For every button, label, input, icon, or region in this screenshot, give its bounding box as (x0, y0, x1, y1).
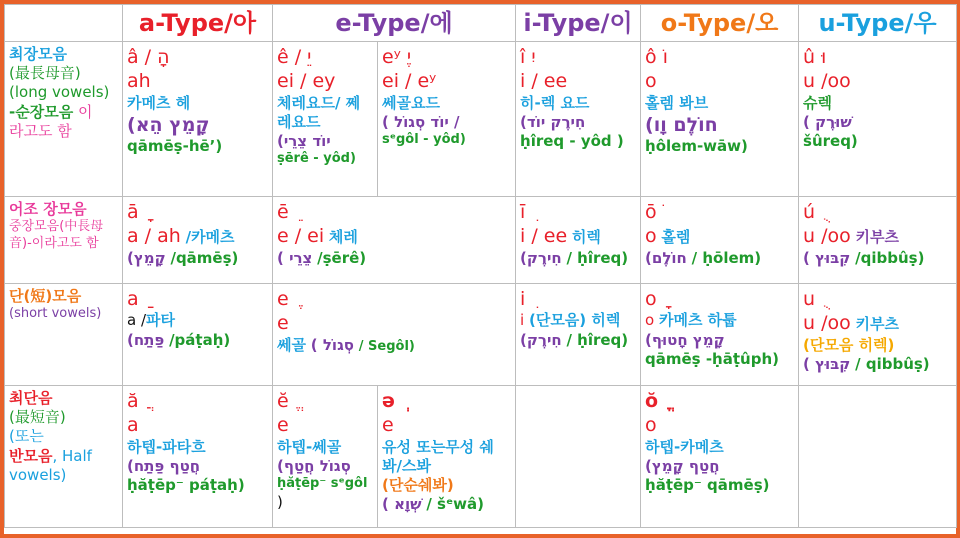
vowel-sound: i (520, 311, 525, 330)
korean-name: 쎄골 (277, 335, 306, 354)
vowel-sound: ei / eʸ (382, 70, 437, 93)
vowel-sound: i / ee (520, 70, 568, 93)
label-long-6: 라고도 함 (9, 121, 72, 140)
transliteration: /ṣērê) (317, 248, 367, 267)
transliteration: ṣērê - yôd) (277, 151, 356, 167)
label-long-vowels (5, 42, 123, 197)
label-mid-vowels (5, 197, 123, 284)
hebrew-name: ( קִבּוּץ (803, 354, 851, 373)
cell-mid-a (123, 197, 273, 284)
label-long-1: 최장모음 (9, 45, 67, 63)
vowel-symbol: ŏ ֳ (645, 390, 665, 412)
row-reduced-vowels (5, 386, 957, 528)
vowel-sound: u /oo (803, 225, 851, 248)
row-mid-vowels (5, 197, 957, 284)
vowel-sound: a (127, 414, 139, 437)
transliteration: ḥăṭēp⁻ páṭaḥ) (127, 476, 245, 494)
vowel-symbol: ú ֻ (803, 201, 822, 223)
cell-short-u (799, 284, 957, 386)
cell-long-o (641, 42, 799, 197)
transliteration: qāmēṣ-hē’) (127, 137, 223, 156)
korean-name: 슈렉 (803, 93, 832, 112)
hebrew-name: (קָמֵץ (127, 248, 166, 267)
hebrew-name: (חִירֶק (520, 330, 562, 349)
label-reduced-2: (最短音) (9, 408, 66, 427)
vowel-sound: ah (127, 70, 151, 93)
korean-name: 쎄골요드 (382, 93, 440, 112)
vowel-sound: i / ee (520, 225, 568, 248)
hebrew-name: (קָמֵץ חָטוּף (645, 330, 725, 349)
label-reduced-3: (또는 (9, 427, 44, 446)
korean-name: 키부츠 (855, 228, 900, 247)
vowel-sound: e (382, 414, 394, 437)
cell-long-u (799, 42, 957, 197)
korean-name: 유성 또는무성 쉐봐/스봐 (382, 437, 494, 475)
cell-long-e1 (273, 42, 378, 197)
hebrew-name: ( שׁוּרֶק (803, 112, 852, 131)
vowel-sound: o (645, 70, 657, 93)
hebrew-name: (חוֹלֶם (645, 248, 687, 267)
label-long-3: (long vowels) (9, 83, 110, 102)
korean-note: (단모음 히렉) (803, 335, 895, 354)
vowel-sound: a / (127, 311, 147, 330)
label-mid-2: 중장모음(中長母音)-이라고도 함 (9, 219, 104, 251)
cell-mid-u (799, 197, 957, 284)
cell-reduced-i-empty (516, 386, 641, 528)
vowel-symbol: u ֻ (803, 288, 822, 310)
korean-name: 체레 (328, 228, 358, 247)
vowel-sound: o (645, 311, 655, 330)
hebrew-name: (סְגוֹל חֲטַף (277, 456, 351, 475)
hebrew-name: (חֲטַף פַּתַח (127, 456, 201, 475)
cell-long-e2 (378, 42, 516, 197)
korean-name: 하텝-파타흐 (127, 437, 206, 456)
corner-cell (5, 5, 123, 42)
transliteration: / šᵉwâ) (426, 495, 484, 514)
korean-name: 하텝-카메츠 (645, 437, 724, 456)
label-long-4: -순장모음 (9, 102, 74, 121)
hebrew-vowel-table (4, 4, 957, 528)
cell-reduced-e1 (273, 386, 378, 528)
vowel-symbol: ê / יֵ (277, 46, 312, 68)
korean-name: 홀렘 봐브 (645, 93, 709, 112)
label-long-2: (最長母音) (9, 64, 81, 83)
vowel-sound: e (277, 414, 289, 437)
vowel-sound: a / ah (127, 225, 181, 248)
vowel-symbol: a ַ (127, 288, 145, 310)
transliteration: šûreq) (803, 132, 858, 150)
cell-reduced-u-empty (799, 386, 957, 528)
header-row (5, 5, 957, 42)
row-short-vowels (5, 284, 957, 386)
vowel-symbol: î יִ (520, 46, 536, 68)
korean-name: 히-렉 요드 (520, 93, 590, 112)
hebrew-name: ( קִבּוּץ (803, 248, 851, 267)
vowel-symbol: â / הָ (127, 46, 170, 68)
vowel-symbol: ə ְ (382, 390, 402, 412)
label-long-5: 이 (73, 102, 93, 121)
transliteration: / ḥōlem) (691, 248, 762, 267)
korean-name: 카메츠 헤 (127, 93, 191, 112)
hebrew-name: (קָמֵץ הֵא (127, 113, 210, 136)
cell-short-o (641, 284, 799, 386)
cell-mid-e (273, 197, 516, 284)
hebrew-name: (חֲטַף קָמֵץ (645, 456, 720, 475)
header-u-type: u-Type/우 (799, 5, 957, 42)
korean-name: (단모음) 히렉 (528, 311, 621, 330)
vowel-sound: o (645, 225, 657, 248)
vowel-sound: e (277, 312, 289, 335)
vowel-symbol: e ֶ (277, 288, 295, 310)
cell-short-i (516, 284, 641, 386)
vowel-symbol: ă ֲ (127, 390, 145, 412)
header-o-type: o-Type/오 (641, 5, 799, 42)
vowel-symbol: ē ֵ (277, 201, 295, 223)
korean-name: 히렉 (571, 228, 601, 247)
cell-reduced-a (123, 386, 273, 528)
cell-long-a (123, 42, 273, 197)
hebrew-name: (יוֹד צֵרֵי (277, 132, 331, 150)
cell-reduced-o (641, 386, 799, 528)
transliteration: ḥôlem-wāw) (645, 137, 748, 156)
cell-reduced-e2 (378, 386, 516, 528)
vowel-sound: ei / ey (277, 70, 336, 93)
transliteration: ḥăṭēp⁻ sᵉgôl (277, 476, 368, 491)
transliteration: / ḥîreq) (566, 248, 629, 267)
hebrew-name: (פַּתַח (127, 330, 165, 349)
vowel-symbol: ō ֹ (645, 201, 663, 223)
row-long-vowels (5, 42, 957, 197)
hebrew-name: ( שְׁוָא (382, 495, 422, 514)
hebrew-name: ( סְגוֹל (310, 335, 354, 354)
vowel-sound: u /oo (803, 312, 851, 335)
label-reduced-vowels (5, 386, 123, 528)
label-short-2: (short vowels) (9, 306, 102, 322)
vowel-symbol: û וּ (803, 46, 827, 68)
cell-long-i (516, 42, 641, 197)
hebrew-name: ( צֵרֵי (277, 248, 313, 267)
transliteration: /qibbûṣ) (855, 248, 925, 267)
label-short-1: 단(短)모음 (9, 287, 82, 305)
vowel-symbol: ĕ ֱ (277, 390, 295, 412)
korean-note: (단순쉐봐) (382, 476, 454, 494)
label-reduced-5: , Half vowels) (9, 446, 92, 484)
korean-name: 홀렘 (661, 228, 691, 247)
cell-mid-i (516, 197, 641, 284)
korean-name: 체레요드/ 쩨레요드 (277, 93, 361, 131)
vowel-symbol: ā ָ (127, 201, 145, 223)
transliteration: ḥîreq - yôd ) (520, 132, 624, 150)
korean-name: /카메츠 (185, 228, 235, 247)
label-reduced-4: 반모음 (9, 446, 53, 465)
vowel-symbol: ô וֹ (645, 46, 668, 68)
vowel-symbol: eʸ יֶ (382, 46, 412, 68)
transliteration: /qāmēṣ) (170, 248, 239, 267)
transliteration: qāmēṣ -ḥāṭûph) (645, 349, 779, 368)
transliteration: / qibbûṣ) (855, 354, 930, 373)
korean-name: 키부츠 (855, 315, 900, 334)
cell-mid-o (641, 197, 799, 284)
hebrew-name: (חוֹלֶם וָו (645, 113, 718, 136)
transliteration: /páṭaḥ) (169, 330, 231, 349)
cell-short-a (123, 284, 273, 386)
korean-name: 파타 (146, 311, 175, 330)
hebrew-name: ( יוֹד סְגוֹל / (382, 112, 460, 131)
vowel-symbol: o ָ (645, 288, 663, 310)
header-e-type: e-Type/에 (273, 5, 516, 42)
label-short-vowels (5, 284, 123, 386)
vowel-sound: e / ei (277, 225, 325, 248)
header-a-type: a-Type/아 (123, 5, 273, 42)
hebrew-name: (חִירֶק (520, 248, 562, 267)
transliteration: ḥăṭēp⁻ qāmēṣ) (645, 476, 770, 494)
cell-short-e (273, 284, 516, 386)
header-i-type: i-Type/이 (516, 5, 641, 42)
transliteration: sᵉgôl - yôd) (382, 132, 466, 147)
hebrew-name: (חִירֶק יוֹד (520, 112, 586, 131)
closing-paren: ) (277, 492, 283, 511)
vowel-symbol: ī ִ (520, 201, 532, 223)
vowel-symbol: i ִ (520, 288, 532, 310)
label-reduced-1: 최단음 (9, 389, 53, 407)
vowel-sound: o (645, 414, 657, 437)
transliteration: / ḥîreq) (566, 330, 629, 349)
korean-name: 카메츠 하툽 (658, 311, 737, 330)
transliteration: / Segôl) (358, 338, 415, 354)
korean-name: 하텝-쎄골 (277, 437, 342, 456)
label-mid-1: 어조 장모음 (9, 200, 87, 218)
vowel-sound: u /oo (803, 70, 851, 93)
